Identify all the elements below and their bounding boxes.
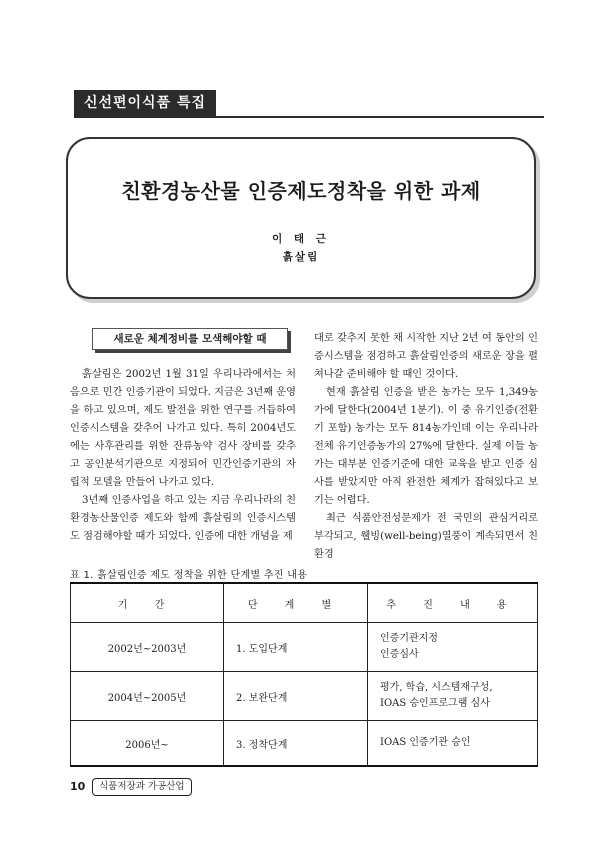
content-line: 인증심사 — [380, 649, 419, 660]
section-tag: 신선편이식품 특집 — [74, 90, 216, 116]
cell-period: 2002년~2003년 — [71, 623, 224, 672]
plan-table — [70, 582, 538, 767]
cell-stage: 1. 도입단계 — [224, 623, 368, 672]
table-caption: 표 1. 흙살림인증 제도 정착을 위한 단계별 추진 내용 — [70, 570, 308, 581]
header-period: 기 간 — [71, 583, 224, 623]
header-content: 추 진 내 용 — [368, 583, 538, 623]
right-paragraph-2: 현재 흙살림 인증을 받은 농가는 모두 1,349농가에 달한다(2004년 1분기). 이 중 유기인증(전환기 포함) 농가는 모두 814농가인데 이는 우리나라 전체 유기인증농가의 27%에 달한다. 실제 이들 농가는 대부분 인증기준에 대한 교육을 받고 인증 심사를 받았지만 아직 완전한 체계가 잡혀있다고 보기는 어렵다. — [314, 387, 538, 506]
content-line: IOAS 인증기관 승인 — [380, 737, 471, 748]
article-affiliation: 흙살림 — [282, 251, 320, 263]
header-stage: 단 계 별 — [224, 583, 368, 623]
right-paragraph-1: 대로 갖추지 못한 채 시작한 지난 2년 여 동안의 인증시스템을 점검하고 흙살림인증의 새로운 장을 펼쳐나갈 준비해야 할 때인 것이다. — [314, 333, 538, 380]
cell-stage: 3. 정착단계 — [224, 721, 368, 767]
cell-period: 2006년~ — [71, 721, 224, 767]
article-author: 이 태 근 — [272, 233, 330, 245]
left-paragraph-2: 3년째 인증사업을 하고 있는 지금 우리나라의 친환경농산물인증 제도와 함께 흙살림의 인증시스템도 점검해야할 때가 되었다. 인증에 대한 개념을 제 — [70, 495, 296, 542]
right-paragraph-3: 최근 식품안전성문제가 전 국민의 관심거리로 부각되고, 웰빙(well-being)열풍이 계속되면서 친환경 — [314, 513, 538, 560]
content-line: 평가, 학습, 시스템재구성, — [380, 682, 493, 693]
table-row — [71, 721, 538, 767]
title-box — [66, 137, 536, 299]
right-column — [314, 330, 538, 564]
section-subheading: 새로운 체계정비를 모색해야할 때 — [92, 328, 288, 350]
table-row — [71, 623, 538, 672]
article-title: 친환경농산물 인증제도정착을 위한 과제 — [121, 179, 481, 203]
content-line: 인증기관지정 — [380, 633, 438, 644]
cell-content — [368, 623, 538, 672]
cell-period: 2004년~2005년 — [71, 672, 224, 721]
table-row — [71, 672, 538, 721]
cell-stage: 2. 보완단계 — [224, 672, 368, 721]
cell-content — [368, 721, 538, 767]
table-header-row — [71, 583, 538, 623]
content-line: IOAS 승인프로그램 심사 — [380, 698, 490, 709]
page-number: 10 — [70, 780, 86, 793]
left-column — [70, 366, 296, 546]
left-paragraph-1: 흙살림은 2002년 1월 31일 우리나라에서는 처음으로 민간 인증기관이 되었다. 지금은 3년째 운영을 하고 있으며, 제도 발전을 위한 연구를 거듭하여 인증시스템을 갖추어 나가고 있다. 특히 2004년도에는 사후관리를 위한 잔류농약 검사 장비를 갖추고 공인분석기관으로 지정되어 민간인증기관의 자립적 모델을 만들어 나가고 있다. — [70, 369, 296, 488]
cell-content — [368, 672, 538, 721]
header-rule — [74, 116, 544, 118]
journal-name: 식품저장과 가공산업 — [92, 778, 192, 796]
